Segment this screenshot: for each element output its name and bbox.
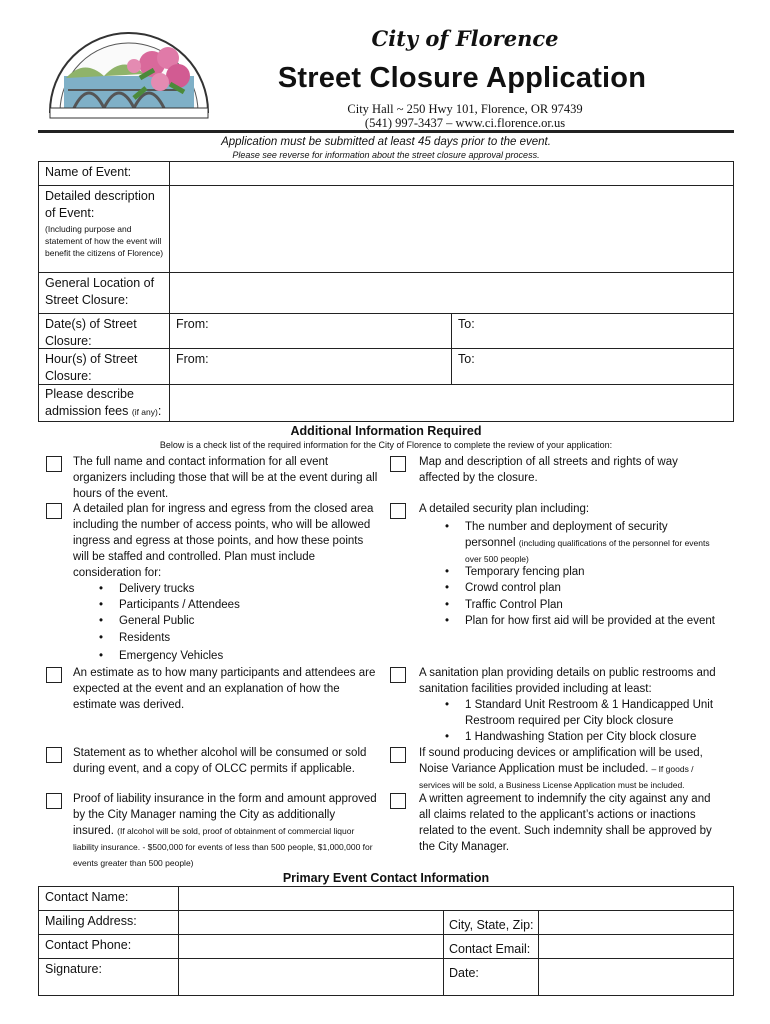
- business-license-note: – If goods / services will be sold, a Business License Application must be included.: [419, 764, 694, 790]
- reverse-info-note: Please see reverse for information about the street closure approval process.: [232, 150, 540, 160]
- liability-insurance-text: Proof of liability insurance in the form and amount approved by the City Manager naming the City as additionally insured.: [73, 793, 377, 837]
- checkbox-ingress-egress[interactable]: [46, 503, 62, 519]
- event-description-label: Detailed description of Event:: [45, 189, 155, 220]
- header-divider: [38, 130, 734, 133]
- bullet-traffic-control: • Traffic Control Plan: [465, 597, 563, 613]
- contact-mid-divider: [443, 910, 444, 996]
- location-label: General Location of Street Closure:: [45, 276, 155, 307]
- submission-deadline-note: Application must be submitted at least 45 days prior to the event.: [221, 136, 551, 148]
- item-street-map-text: Map and description of all streets and rights of way affected by the closure.: [419, 456, 678, 484]
- contact-phone-input[interactable]: [179, 935, 443, 958]
- mailing-address-label: Mailing Address:: [45, 914, 137, 928]
- checkbox-alcohol-statement[interactable]: [46, 747, 62, 763]
- signature-label: Signature:: [45, 962, 102, 976]
- checkbox-security-plan[interactable]: [390, 503, 406, 519]
- fees-input[interactable]: [170, 385, 733, 422]
- date-to-input[interactable]: [485, 314, 733, 348]
- checkbox-sanitation-plan[interactable]: [390, 667, 406, 683]
- bullet-temporary-fencing: • Temporary fencing plan: [465, 564, 585, 580]
- page-title: Street Closure Application: [277, 62, 647, 94]
- bullet-crowd-control: • Crowd control plan: [465, 580, 561, 596]
- checkbox-attendance-estimate[interactable]: [46, 667, 62, 683]
- city-state-zip-input[interactable]: [539, 911, 733, 934]
- item-liability-insurance-text: [73, 791, 378, 871]
- item-organizers-text: The full name and contact information for all event organizers including those that will be at the event during all hours of the event.: [73, 456, 378, 500]
- item-alcohol-statement-text: Statement as to whether alcohol will be consumed or sold during event, and a copy of OLCC permits if applicable.: [73, 747, 367, 775]
- contact-phone-label: Contact Phone:: [45, 938, 132, 952]
- from-to-divider: [451, 313, 452, 384]
- bullet-emergency-vehicles: • Emergency Vehicles: [119, 648, 223, 664]
- bullet-security-personnel-note: (including qualifications of the personnel for events over 500 people): [465, 538, 710, 564]
- checkbox-street-map[interactable]: [390, 456, 406, 472]
- dates-label: Date(s) of Street Closure:: [45, 317, 137, 348]
- signature-input[interactable]: [179, 959, 443, 996]
- bullet-security-personnel: [465, 519, 715, 567]
- additional-info-subheading: Below is a check list of the required information for the City of Florence to complete the review of your application:: [159, 440, 613, 450]
- city-state-zip-label: City, State, Zip:: [449, 918, 534, 932]
- bullet-participants: • Participants / Attendees: [119, 597, 240, 613]
- contact-name-input[interactable]: [179, 887, 733, 910]
- additional-info-heading: Additional Information Required: [290, 424, 482, 438]
- date-input[interactable]: [539, 959, 733, 996]
- hour-from-input[interactable]: [215, 349, 451, 384]
- item-noise-variance-text: [419, 745, 724, 793]
- mailing-address-input[interactable]: [179, 911, 443, 934]
- hour-from-label: From:: [176, 352, 209, 366]
- contact-line: (541) 997-3437 – www.ci.florence.or.us: [364, 116, 566, 130]
- fees-colon: :: [157, 404, 162, 418]
- city-seal-logo: [44, 18, 214, 128]
- fees-label: [45, 386, 167, 420]
- bullet-handwashing: • 1 Handwashing Station per City block closure: [465, 729, 696, 745]
- date-from-label: From:: [176, 317, 209, 331]
- fees-label-text: Please describe admission fees: [45, 387, 134, 418]
- city-seal-icon: [44, 18, 214, 128]
- date-label: Date:: [449, 966, 479, 980]
- event-name-label: Name of Event:: [45, 165, 132, 179]
- checkbox-noise-variance[interactable]: [390, 747, 406, 763]
- bullet-restrooms: • 1 Standard Unit Restroom & 1 Handicapped Unit Restroom required per City block closure: [465, 697, 720, 729]
- item-indemnity-agreement-text: A written agreement to indemnify the city against any and all claims related to the applicant’s actions or inactions related to the event. Such indemnity shall be approved by the City Manager.: [419, 793, 712, 853]
- contact-name-label: Contact Name:: [45, 890, 129, 904]
- date-to-label: To:: [458, 317, 475, 331]
- bullet-first-aid: • Plan for how first aid will be provided at the event: [465, 613, 715, 629]
- bullet-general-public: • General Public: [119, 613, 194, 629]
- contact-info-heading: Primary Event Contact Information: [282, 871, 490, 885]
- checkbox-organizers[interactable]: [46, 456, 62, 472]
- item-attendance-estimate-text: An estimate as to how many participants and attendees are expected at the event and an explanation of how the estimate was derived.: [73, 667, 376, 711]
- event-description-input[interactable]: [170, 186, 733, 272]
- location-input[interactable]: [170, 273, 733, 313]
- hour-to-input[interactable]: [485, 349, 733, 384]
- bullet-security-personnel-text: The number and deployment of security personnel: [465, 521, 668, 549]
- checkbox-liability-insurance[interactable]: [46, 793, 62, 809]
- liquor-liability-note: (If alcohol will be sold, proof of obtainment of commercial liquor liability insurance. - $500,000 for events of less than 500 people, $1,000,000 for events greater than 500 people): [73, 826, 373, 868]
- item-ingress-egress-text: A detailed plan for ingress and egress from the closed area including the number of access points, who will be allowed ingress and egress at those points, and how these points will be staffed and controlled. Plan must include consideration for:: [73, 503, 374, 579]
- address-line: City Hall ~ 250 Hwy 101, Florence, OR 97439: [347, 102, 583, 116]
- city-name-script: City of Florence: [371, 26, 559, 51]
- checkbox-indemnity-agreement[interactable]: [390, 793, 406, 809]
- hour-to-label: To:: [458, 352, 475, 366]
- event-name-input[interactable]: [170, 162, 733, 185]
- bullet-residents: • Residents: [119, 630, 170, 646]
- event-description-note: (Including purpose and statement of how the event will benefit the citizens of Florence): [45, 224, 164, 258]
- contact-email-input[interactable]: [539, 935, 733, 958]
- date-from-input[interactable]: [215, 314, 451, 348]
- item-security-plan-text: A detailed security plan including:: [419, 503, 590, 515]
- item-sanitation-plan-text: A sanitation plan providing details on public restrooms and sanitation facilities provided including at least:: [419, 667, 716, 695]
- fees-note: (if any): [131, 407, 158, 417]
- hours-label: Hour(s) of Street Closure:: [45, 352, 138, 383]
- contact-email-label: Contact Email:: [449, 942, 531, 956]
- bullet-delivery-trucks: • Delivery trucks: [119, 581, 194, 597]
- noise-variance-text: If sound producing devices or amplification will be used, Noise Variance Application must be included.: [419, 747, 703, 775]
